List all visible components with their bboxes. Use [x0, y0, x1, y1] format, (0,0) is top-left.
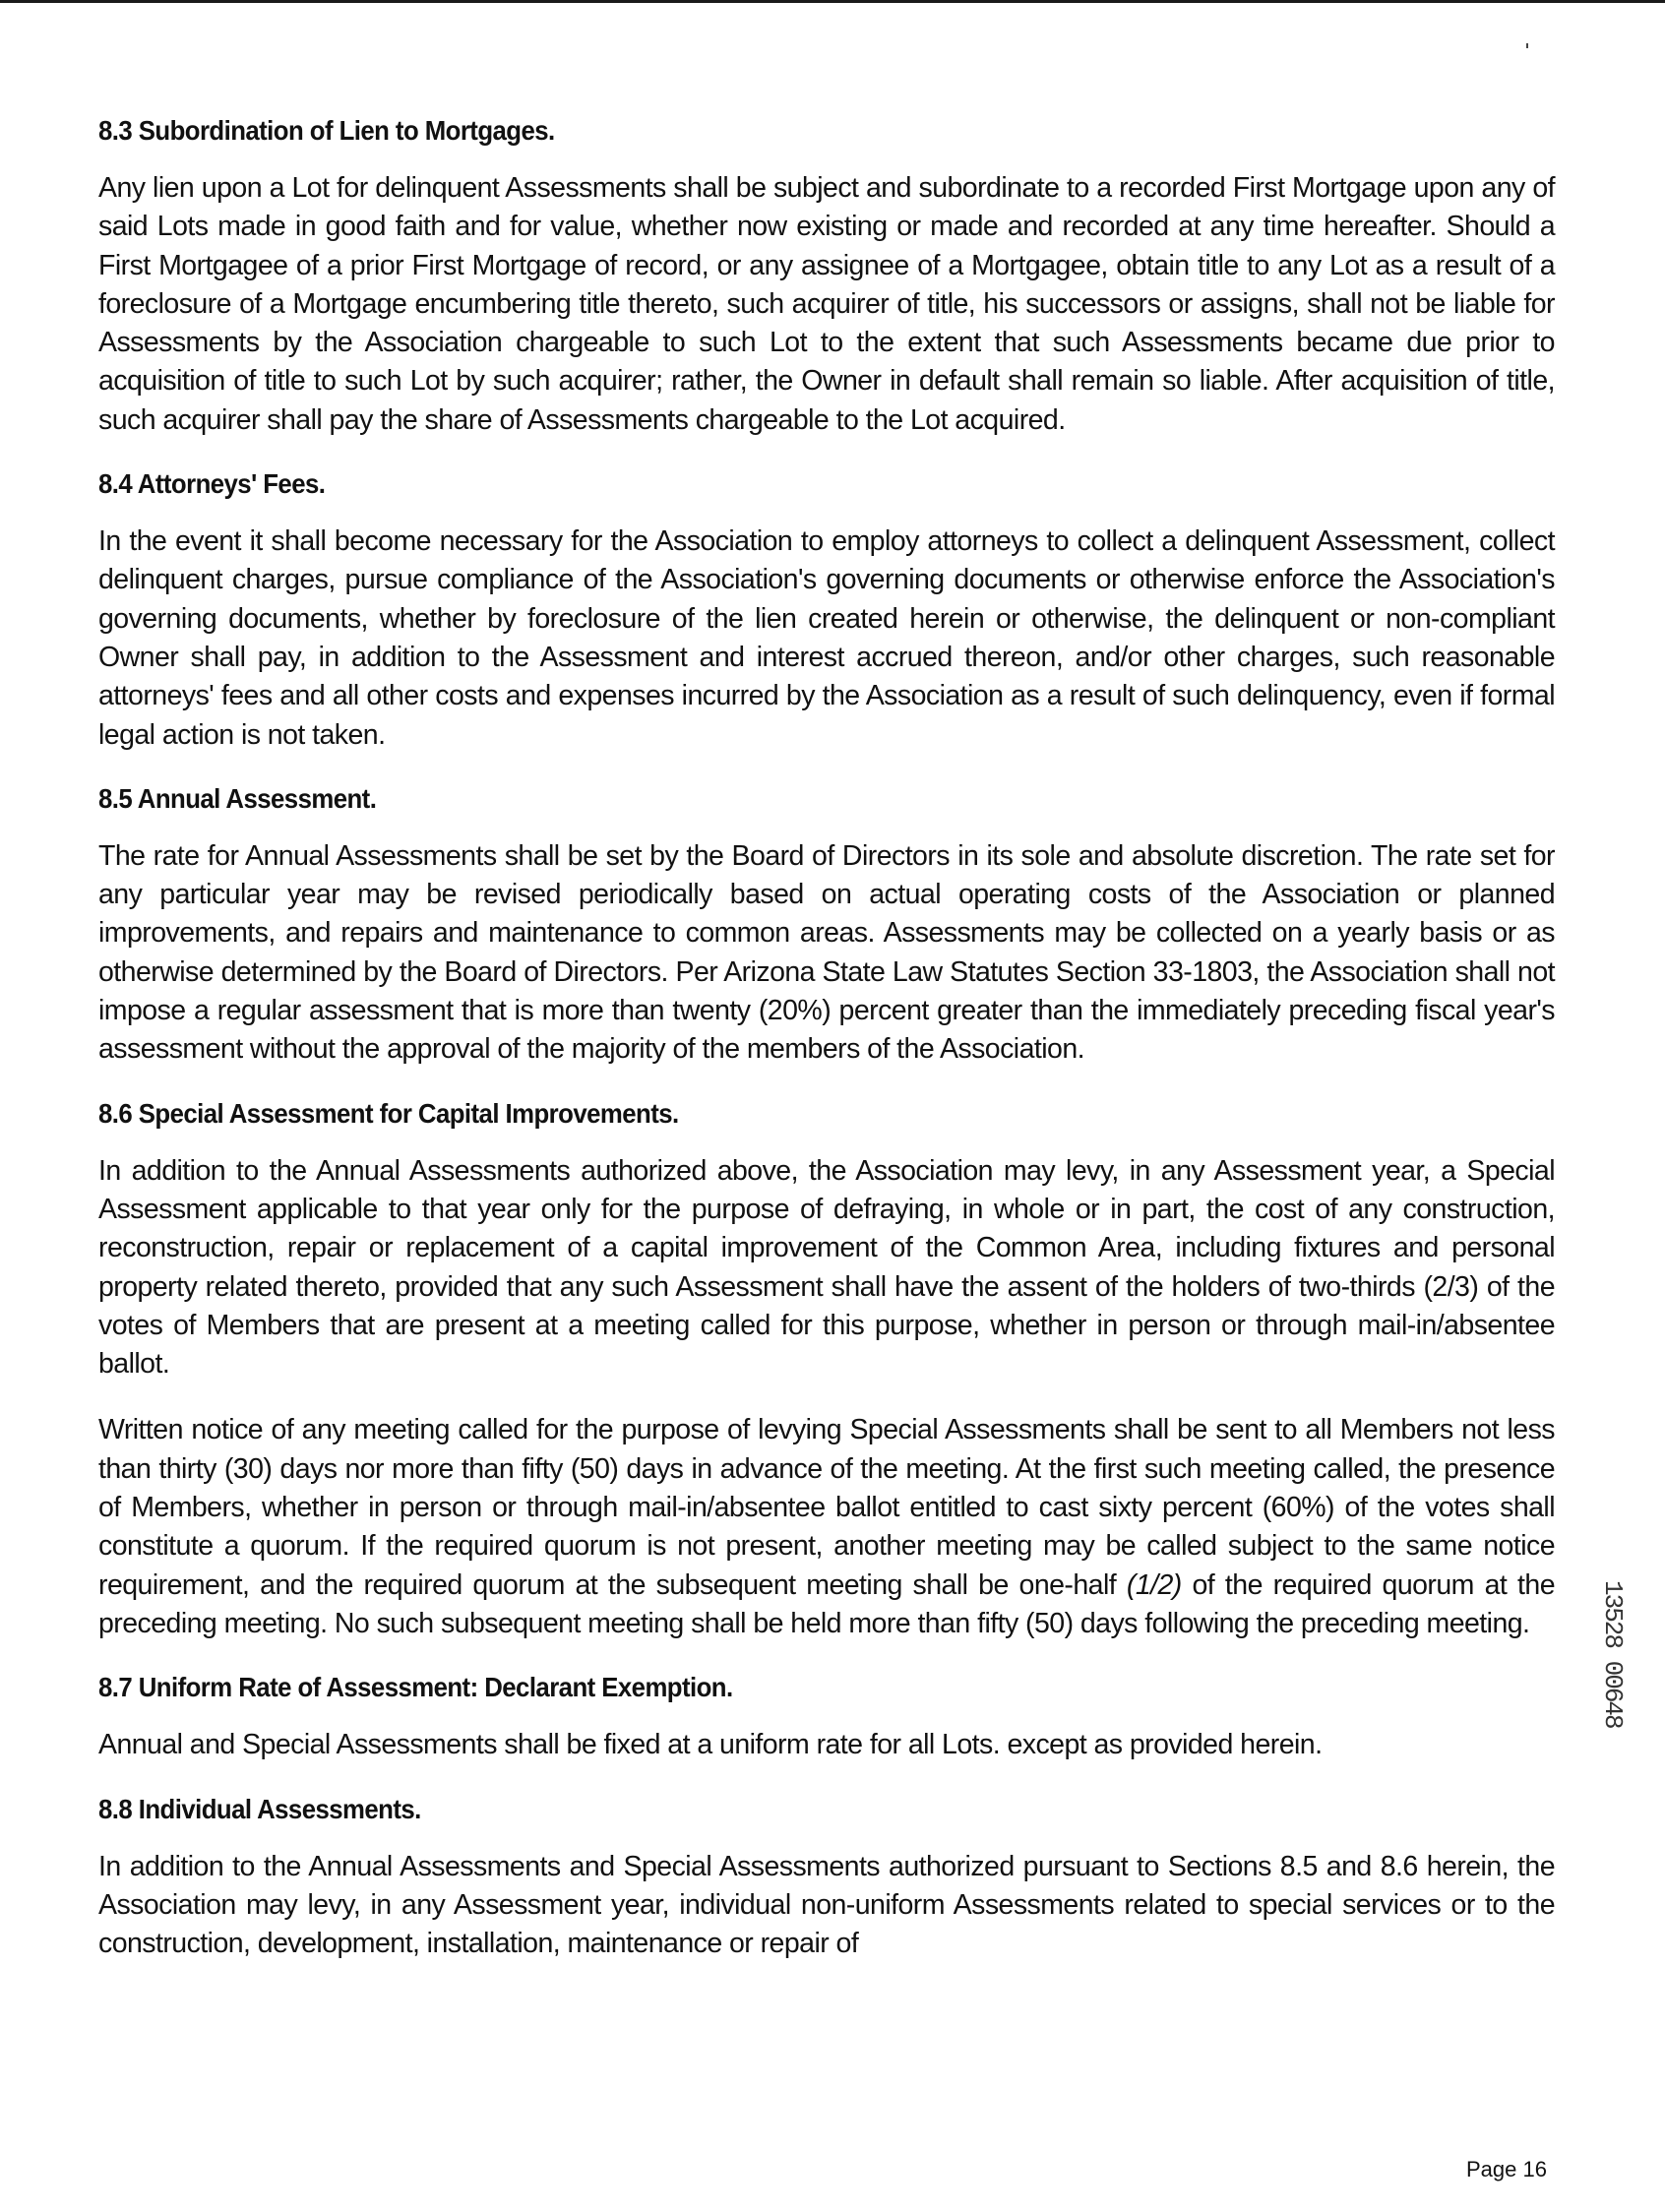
scan-top-edge [0, 0, 1665, 3]
paragraph: Annual and Special Assessments shall be fixed at a uniform rate for all Lots. except as provided herein. [98, 1729, 1323, 1761]
section-heading: 8.3 Subordination of Lien to Mortgages. [98, 115, 555, 146]
paragraph-text: Written notice of any meeting called for the purpose of levying Special Assessments shall be sent to all Members not less than thirty (30) days nor more than fifty (50) days in advance of the meeting. At the first such meeting called, the presence of Members, whether in person or through mail-in/absentee ballot entitled to cast sixty percent (60%) of the votes shall constitute a quorum. If the required quorum is not present, another meeting may be called subject to the same notice requirement, and the required quorum at the subsequent meeting shall be one-half [98, 1414, 1555, 1601]
page-number: Page 16 [1466, 2157, 1547, 2181]
section-heading: 8.6 Special Assessment for Capital Improvements. [98, 1097, 679, 1129]
section-8-6 [98, 1097, 1555, 1644]
paragraph: Any lien upon a Lot for delinquent Assessments shall be subject and subordinate to a recorded First Mortgage upon any of said Lots made in good faith and for value, whether now existing or made and recorded at any time hereafter. Should a First Mortgagee of a prior First Mortgage of record, or any assignee of a Mortgagee, obtain title to any Lot as a result of a foreclosure of a Mortgage encumbering title thereto, such acquirer of title, his successors or assigns, shall not be liable for Assessments by the Association chargeable to such Lot to the extent that such Assessments became due prior to acquisition of title to such Lot by such acquirer; rather, the Owner in default shall remain so liable. After acquisition of title, such acquirer shall pay the share of Assessments chargeable to the Lot acquired. [98, 172, 1555, 436]
section-8-8 [98, 1793, 1555, 1964]
section-8-4 [98, 467, 1555, 755]
paragraph: The rate for Annual Assessments shall be set by the Board of Directors in its sole and absolute discretion. The rate set for any particular year may be revised periodically based on actual operating costs of the Association or planned improvements, and repairs and maintenance to common areas. Assessments may be collected on a yearly basis or as otherwise determined by the Board of Directors. Per Arizona State Law Statutes Section 33-1803, the Association shall not impose a regular assessment that is more than twenty (20%) percent greater than the immediately preceding fiscal year's assessment without the approval of the majority of the members of the Association. [98, 839, 1555, 1066]
recording-stamp: 13528 00648 [1598, 1580, 1628, 1728]
document-body [98, 114, 1555, 1991]
section-heading: 8.4 Attorneys' Fees. [98, 468, 326, 500]
paragraph: In addition to the Annual Assessments and Special Assessments authorized pursuant to Sections 8.5 and 8.6 herein, the Association may levy, in any Assessment year, individual non-uniform Assessments related to special services or to the construction, development, installation, maintenance or repair of [98, 1850, 1555, 1960]
section-heading: 8.7 Uniform Rate of Assessment: Declarant Exemption. [98, 1672, 733, 1703]
section-8-3 [98, 114, 1555, 440]
section-heading: 8.8 Individual Assessments. [98, 1793, 421, 1824]
paragraph: In addition to the Annual Assessments authorized above, the Association may levy, in any Assessment year, a Special Assessment applicable to that year only for the purpose of defraying, in whole or in part, the cost of any construction, reconstruction, repair or replacement of a capital improvement of the Common Area, including fixtures and personal property related thereto, provided that any such Assessment shall have the assent of the holders of two-thirds (2/3) of the votes of Members that are present at a meeting called for this purpose, whether in person or through mail-in/absentee ballot. [98, 1154, 1555, 1381]
fraction-italic: (1/2) [1126, 1568, 1182, 1601]
paragraph [98, 1411, 1555, 1643]
section-heading: 8.5 Annual Assessment. [98, 782, 377, 814]
paragraph: In the event it shall become necessary for the Association to employ attorneys to collect a delinquent Assessment, collect delinquent charges, pursue compliance of the Association's governing documents or otherwise enforce the Association's governing documents, whether by foreclosure of the lien created herein or otherwise, the delinquent or non-compliant Owner shall pay, in addition to the Assessment and interest accrued thereon, and/or other charges, such reasonable attorneys' fees and all other costs and expenses incurred by the Association as a result of such delinquency, even if formal legal action is not taken. [98, 525, 1555, 751]
paragraph-text: of the required quorum at the preceding meeting. No such subsequent meeting shall be held more than fifty (50) days following the preceding meeting. [98, 1568, 1556, 1639]
section-8-7 [98, 1671, 1555, 1764]
section-8-5 [98, 782, 1555, 1070]
scan-speck [1526, 43, 1528, 48]
